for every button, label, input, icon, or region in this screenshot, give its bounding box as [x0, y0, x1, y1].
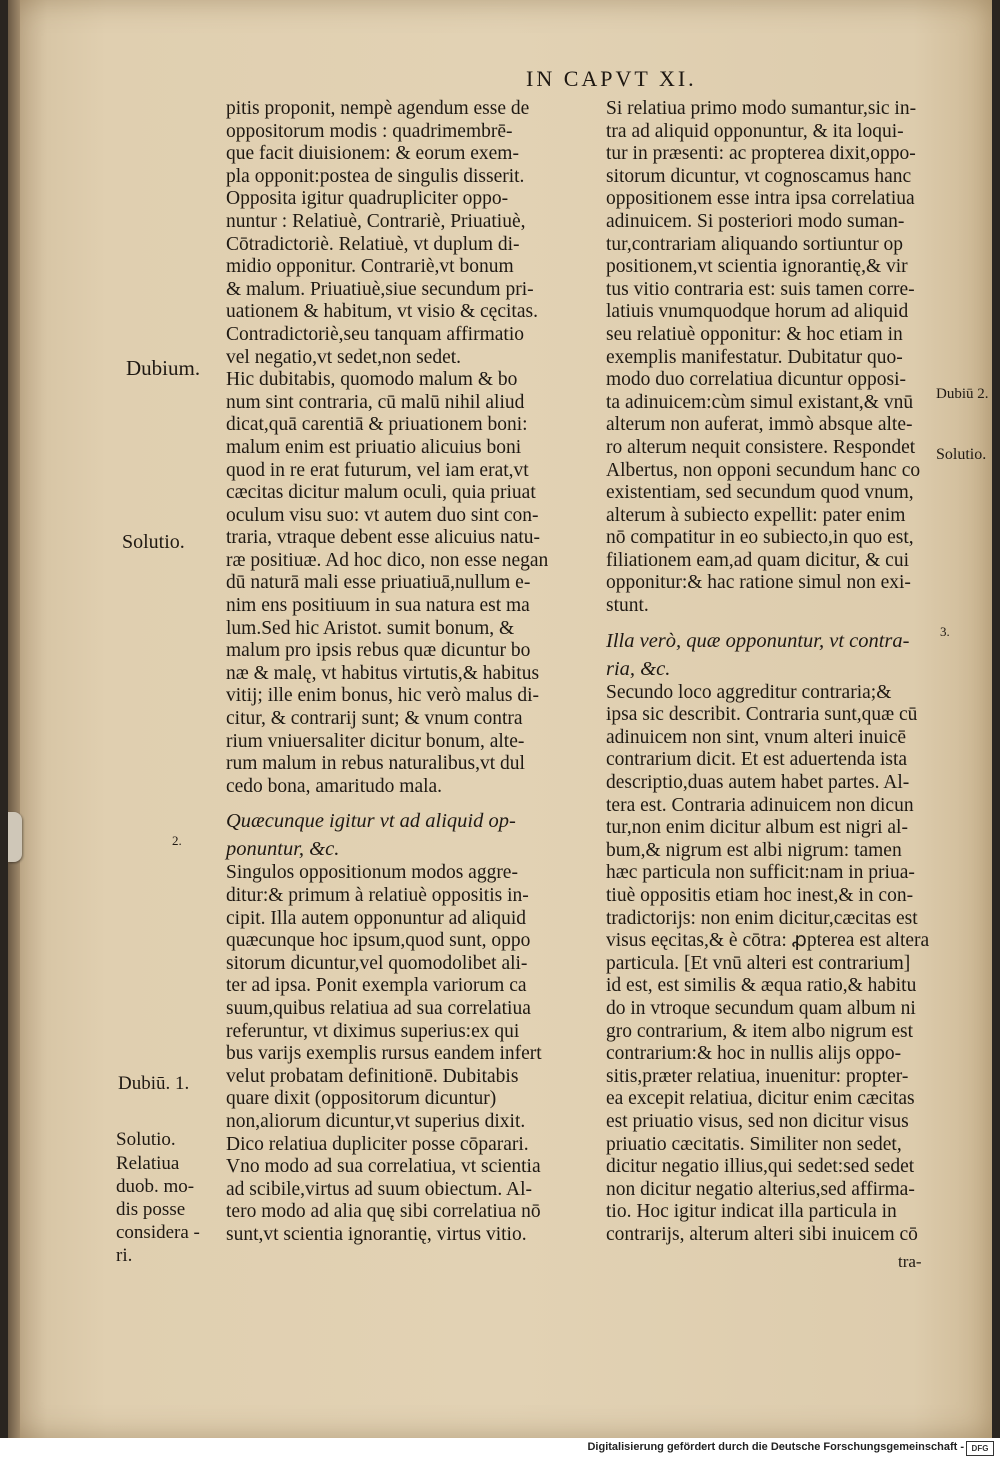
text-line: tra ad aliquid opponuntur, & ita loqui-: [606, 120, 904, 142]
note-line: dis posse: [116, 1199, 186, 1220]
text-line: vel negatio,vt sedet,non sedet.: [226, 346, 462, 368]
text-line: seu relatiuè opponitur: & hoc etiam in: [606, 323, 903, 345]
margin-note-solutio-right: Solutio.: [936, 446, 987, 463]
right-column: [606, 98, 946, 1247]
text-line: ro alterum nequit consistere. Respondet: [606, 436, 916, 458]
text-line: oppositorum modis : quadrimembrē-: [226, 120, 513, 142]
text-line: sitorum dicuntur,vel quomodolibet ali-: [226, 952, 528, 974]
text-line: Hic dubitabis, quomodo malum & bo: [226, 369, 518, 391]
note-line: ri.: [116, 1245, 133, 1266]
text-line: tio. Hoc igitur indicat illa particula in: [606, 1201, 897, 1223]
text-line: uationem & habitum, vt visio & cęcitas.: [226, 301, 538, 323]
text-line: pla opponit:postea de singulis disserit.: [226, 165, 525, 187]
text-line: id est, est similis & æqua ratio,& habitu: [606, 975, 917, 997]
text-line: quod in re erat futurum, vel iam erat,vt: [226, 459, 529, 481]
text-line: tus vitio contraria est: suis tamen corre-: [606, 278, 915, 300]
text-line: Opposita igitur quadrupliciter oppo-: [226, 188, 509, 210]
margin-note-dubium-1: Dubiū. 1.: [118, 1073, 190, 1094]
catchword: tra-: [898, 1252, 922, 1271]
text-line: citur, & contrarij sunt; & vnum contra: [226, 708, 523, 730]
text-line: quare dixit (oppositorum dicuntur): [226, 1088, 497, 1110]
page-gutter-edge: [8, 0, 20, 1438]
text-line: vitij; ille enim bonus, hic verò malus di-: [226, 685, 540, 707]
text-line: visus eęcitas,& è cōtra: ꝓpterea est altera: [606, 930, 930, 952]
lemma-line: ria, &c.: [606, 657, 671, 680]
text-line: non,aliorum dicuntur,vt superius dixit.: [226, 1110, 526, 1132]
text-line: quæcunque hoc ipsum,quod sunt, oppo: [226, 930, 531, 952]
text-line: dicitur negatio illius,qui sedet:sed sedet: [606, 1156, 915, 1178]
text-line: nō compatitur in eo subiecto,in quo est,: [606, 527, 914, 549]
page-clip: [8, 812, 22, 862]
text-line: oppositionem esse intra ipsa correlatiua: [606, 188, 915, 210]
text-line: adinuicem non sint, vnum alteri inuicē: [606, 726, 907, 748]
text-line: cedo bona, amaritudo mala.: [226, 775, 443, 797]
running-title: IN CAPVT XI.: [526, 66, 697, 91]
note-line: considera -: [116, 1222, 200, 1243]
text-line: oculum visu suo: vt autem duo sint con-: [226, 504, 539, 526]
margin-note-relatiua: [116, 1152, 200, 1267]
text-line: alterum non auferat, immò absque alte-: [606, 414, 913, 436]
text-line: exemplis manifestatur. Dubitatur quo-: [606, 346, 903, 368]
text-line: cipit. Illa autem opponuntur ad aliquid: [226, 907, 527, 929]
text-line: tur,contrariam aliquando sortiuntur op: [606, 233, 904, 255]
left-column: [226, 98, 586, 1247]
text-line: velut probatam definitionē. Dubitabis: [226, 1065, 519, 1087]
text-line: hæc particula non sufficit:nam in priua-: [606, 862, 915, 884]
text-line: lum.Sed hic Aristot. sumit bonum, &: [226, 617, 515, 639]
text-line: priuatio cæcitatis. Similiter non sedet,: [606, 1133, 902, 1155]
text-line: sitorum dicuntur, vt cognoscamus hanc: [606, 165, 912, 187]
book-page: [8, 0, 992, 1438]
text-line: ea excepit relatiua, dicitur enim cæcitas: [606, 1088, 915, 1110]
lemma-line: Illa verò, quæ opponuntur, vt contra-: [606, 629, 910, 652]
text-line: stunt.: [606, 595, 649, 617]
dfg-logo: DFG: [966, 1441, 994, 1456]
text-line: Secundo loco aggreditur contraria;&: [606, 681, 892, 703]
text-line: tiuè oppositis etiam hoc inest,& in con-: [606, 885, 914, 906]
margin-note-number: 2.: [172, 833, 182, 848]
text-line: pitis proponit, nempè agendum esse de: [226, 98, 530, 119]
text-line: filiationem eam,ad quam dicitur, & cui: [606, 549, 910, 571]
text-line: tur,non enim dicitur album est nigri al-: [606, 817, 908, 839]
text-line: bus varijs exemplis rursus eandem infert: [226, 1043, 542, 1065]
text-line: dicat,quā carentiā & priuationem boni:: [226, 414, 528, 436]
text-line: sitis,præter relatiua, inuenitur: propter-: [606, 1065, 909, 1087]
text-line: Cōtradictoriè. Relatiuè, vt duplum di-: [226, 233, 520, 255]
lemma-line: ponuntur, &c.: [226, 838, 340, 861]
text-line: tur in præsenti: ac propterea dixit,oppo-: [606, 143, 916, 165]
text-line: do in vtroque secundum quam album ni: [606, 997, 916, 1019]
text-line: modo duo correlatiua dicuntur opposi-: [606, 369, 907, 391]
text-line: tera est. Contraria adinuicem non dicun: [606, 794, 914, 816]
text-line: ter ad ipsa. Ponit exempla variorum ca: [226, 975, 527, 997]
margin-note-solutio: Solutio.: [122, 531, 185, 553]
text-line: malum pro ipsis rebus quæ dicuntur bo: [226, 640, 531, 662]
text-line: non dicitur negatio alterius,sed affirma-: [606, 1178, 915, 1200]
text-line: existentiam, sed secundum quod vnum,: [606, 482, 914, 504]
text-line: rium vniuersaliter dicitur bonum, alte-: [226, 730, 525, 752]
text-line: cæcitas dicitur malum oculi, quia priuat: [226, 482, 536, 504]
digitization-footer: [0, 1438, 1000, 1460]
text-line: num sint contraria, cū malū nihil aliud: [226, 391, 525, 413]
text-line: malum enim est priuatio alicuius boni: [226, 436, 522, 458]
text-line: suum,quibus relatiua ad sua correlatiua: [226, 997, 531, 1019]
text-line: Vno modo ad sua correlatiua, vt scientia: [226, 1156, 541, 1178]
margin-note-solutio-2: Solutio.: [116, 1129, 176, 1150]
text-line: midio opponitur. Contrariè,vt bonum: [226, 256, 514, 278]
text-line: descriptio,duas autem habet partes. Al-: [606, 772, 910, 794]
text-line: referuntur, vt diximus superius:ex qui: [226, 1020, 520, 1042]
text-line: contrarium:& hoc in nullis alijs oppo-: [606, 1043, 902, 1065]
text-line: Dico relatiua dupliciter posse cōparari.: [226, 1133, 529, 1155]
text-line: tero modo ad alia quę sibi correlatiua nō: [226, 1201, 541, 1223]
text-line: traria, vtraque debent esse alicuius natu-: [226, 527, 541, 549]
text-line: ræ positiuæ. Ad hoc dico, non esse negan: [226, 549, 549, 571]
text-line: dū naturā mali esse priuatiuā,nullum e-: [226, 572, 531, 594]
text-line: & malum. Priuatiuè,siue secundum pri-: [226, 278, 534, 300]
margin-note-dubium: Dubium.: [126, 356, 201, 380]
text-line: que facit diuisionem: & eorum exem-: [226, 143, 519, 165]
lemma-line: Quæcunque igitur vt ad aliquid op-: [226, 810, 516, 833]
text-line: næ & malę, vt habitus virtutis,& habitus: [226, 662, 540, 684]
text-line: contrarium dicit. Et est aduertenda ista: [606, 749, 908, 771]
text-line: latiuis vnumquodque horum ad aliquid: [606, 301, 909, 323]
text-line: Singulos oppositionum modos aggre-: [226, 862, 518, 884]
text-line: contrarijs, alterum alteri sibi inuicem cō: [606, 1223, 918, 1245]
margin-note-number: 3.: [940, 624, 950, 639]
note-line: Relatiua: [116, 1153, 180, 1174]
text-line: ipsa sic describit. Contraria sunt,quæ cū: [606, 704, 918, 726]
funding-credit: Digitalisierung gefördert durch die Deutsche Forschungsgemeinschaft -: [587, 1441, 964, 1453]
text-line: particula. [Et vnū alteri est contrarium]: [606, 952, 911, 974]
text-line: ta adinuicem:cùm simul existant,& vnū: [606, 391, 914, 413]
text-line: positionem,vt scientia ignorantię,& vir: [606, 256, 908, 278]
text-line: gro contrarium, & item albo nigrum est: [606, 1020, 914, 1042]
text-line: adinuicem. Si posteriori modo suman-: [606, 210, 905, 232]
text-line: Albertus, non opponi secundum hanc co: [606, 459, 921, 481]
text-line: ditur:& primum à relatiuè oppositis in-: [226, 885, 529, 906]
text-line: est priuatio visus, sed non dicitur visus: [606, 1110, 909, 1132]
note-line: duob. mo-: [116, 1176, 195, 1197]
text-line: nim ens positiuum in sua natura est ma: [226, 595, 530, 617]
margin-note-dubium-2: Dubiū 2.: [936, 386, 989, 402]
text-line: Contradictoriè,seu tanquam affirmatio: [226, 323, 525, 345]
text-line: rum malum in rebus naturalibus,vt dul: [226, 753, 525, 775]
text-line: opponitur:& hac ratione simul non exi-: [606, 572, 911, 594]
text-line: ad scibile,virtus ad suum obiectum. Al-: [226, 1178, 532, 1200]
text-line: tradictorijs: non enim dicitur,cæcitas est: [606, 907, 918, 929]
text-line: Si relatiua primo modo sumantur,sic in-: [606, 98, 917, 119]
text-line: alterum à subiecto expellit: pater enim: [606, 504, 906, 526]
text-line: bum,& nigrum est albi nigrum: tamen: [606, 839, 902, 861]
text-line: sunt,vt scientia ignorantię, virtus vitio.: [226, 1223, 527, 1245]
text-line: nuntur : Relatiuè, Contrariè, Priuatiuè,: [226, 210, 526, 232]
